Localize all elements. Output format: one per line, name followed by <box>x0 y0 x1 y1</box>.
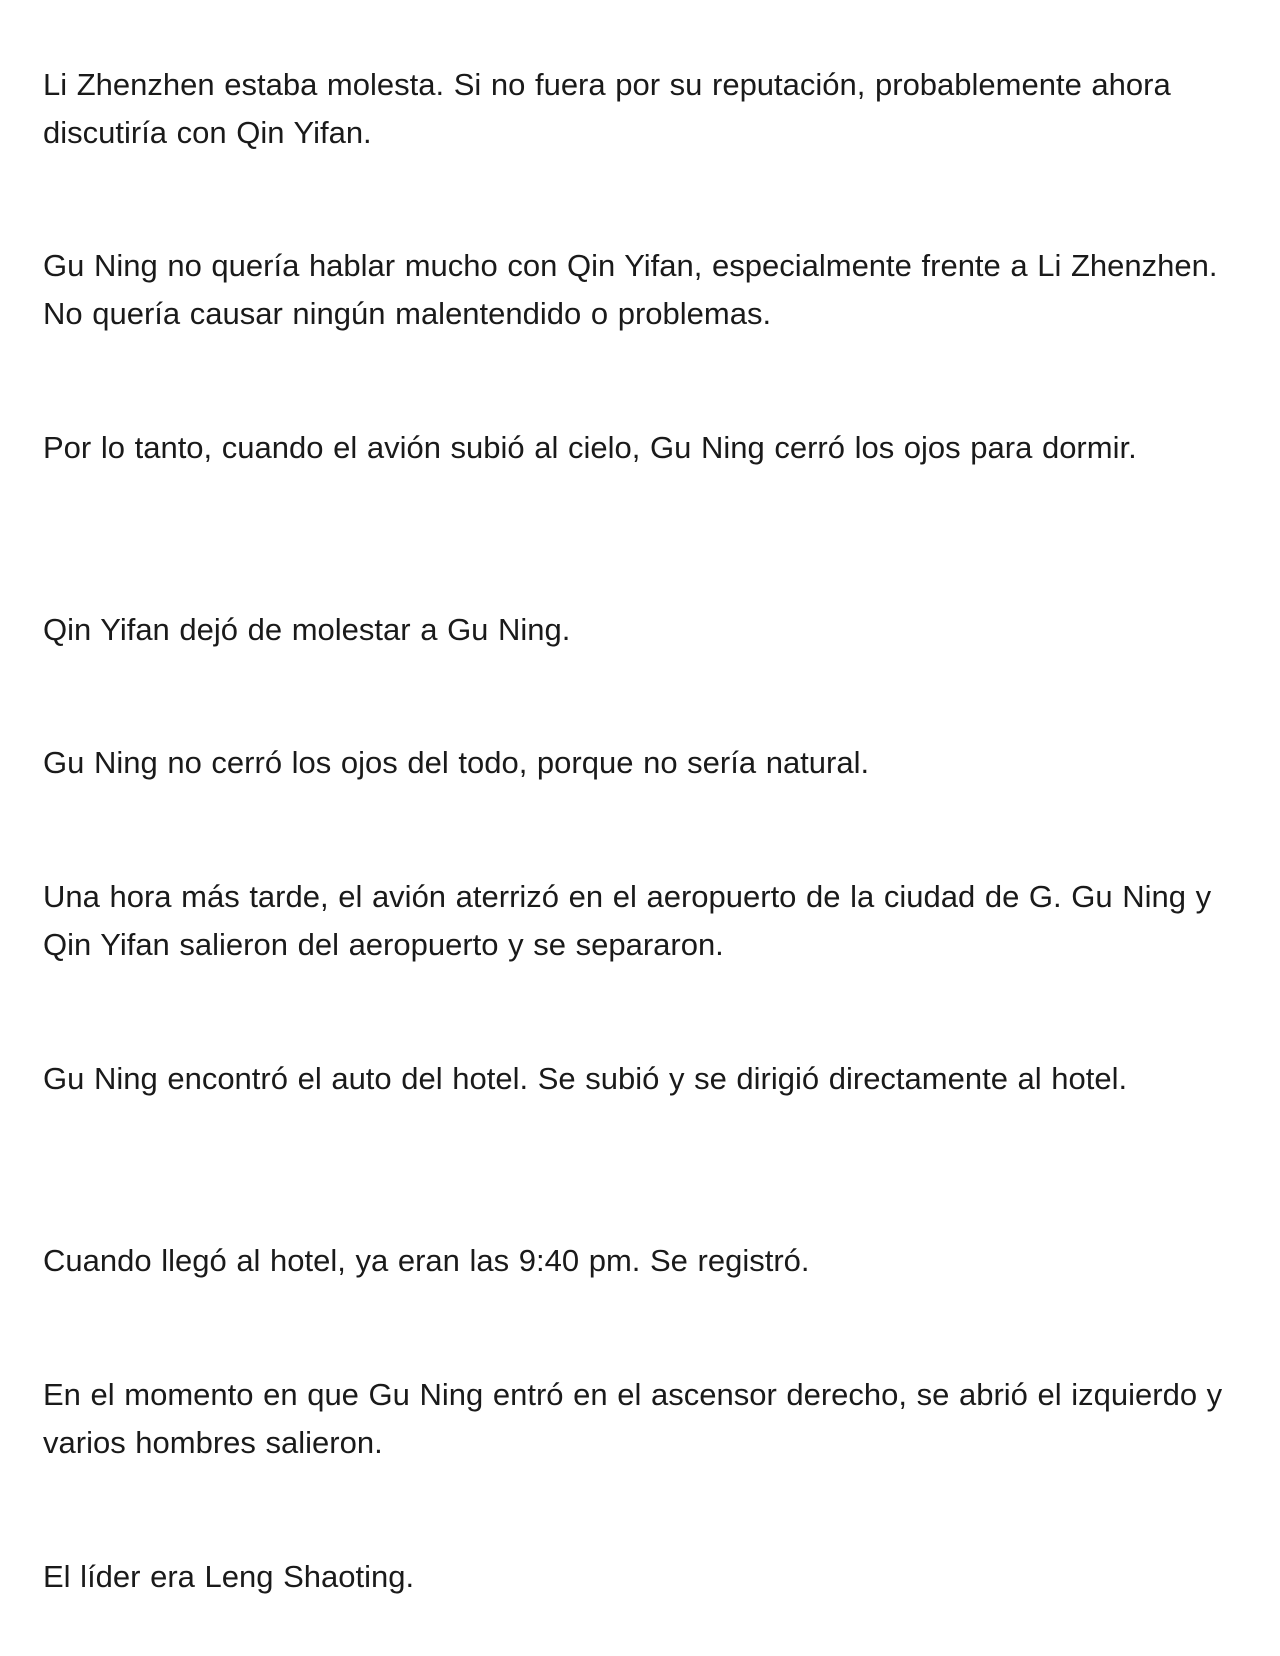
paragraph-7: Gu Ning encontró el auto del hotel. Se subió y se dirigió directamente al hotel. <box>43 1061 1128 1096</box>
paragraph-3: Por lo tanto, cuando el avión subió al cielo, Gu Ning cerró los ojos para dormir. <box>43 430 1137 465</box>
paragraph-2: Gu Ning no quería hablar mucho con Qin Yifan, especialmente frente a Li Zhenzhen. No quería causar ningún malentendido o problemas. <box>43 248 1218 331</box>
paragraph-8: Cuando llegó al hotel, ya eran las 9:40 pm. Se registró. <box>43 1243 810 1278</box>
paragraph-4: Qin Yifan dejó de molestar a Gu Ning. <box>43 612 571 647</box>
paragraph-5: Gu Ning no cerró los ojos del todo, porque no sería natural. <box>43 745 870 780</box>
paragraph-1: Li Zhenzhen estaba molesta. Si no fuera por su reputación, probablemente ahora discutiría con Qin Yifan. <box>43 67 1171 150</box>
paragraph-9: En el momento en que Gu Ning entró en el ascensor derecho, se abrió el izquierdo y varios hombres salieron. <box>43 1377 1223 1460</box>
paragraph-10: El líder era Leng Shaoting. <box>43 1559 415 1594</box>
paragraph-6: Una hora más tarde, el avión aterrizó en el aeropuerto de la ciudad de G. Gu Ning y Qin Yifan salieron del aeropuerto y se separaron. <box>43 879 1212 962</box>
